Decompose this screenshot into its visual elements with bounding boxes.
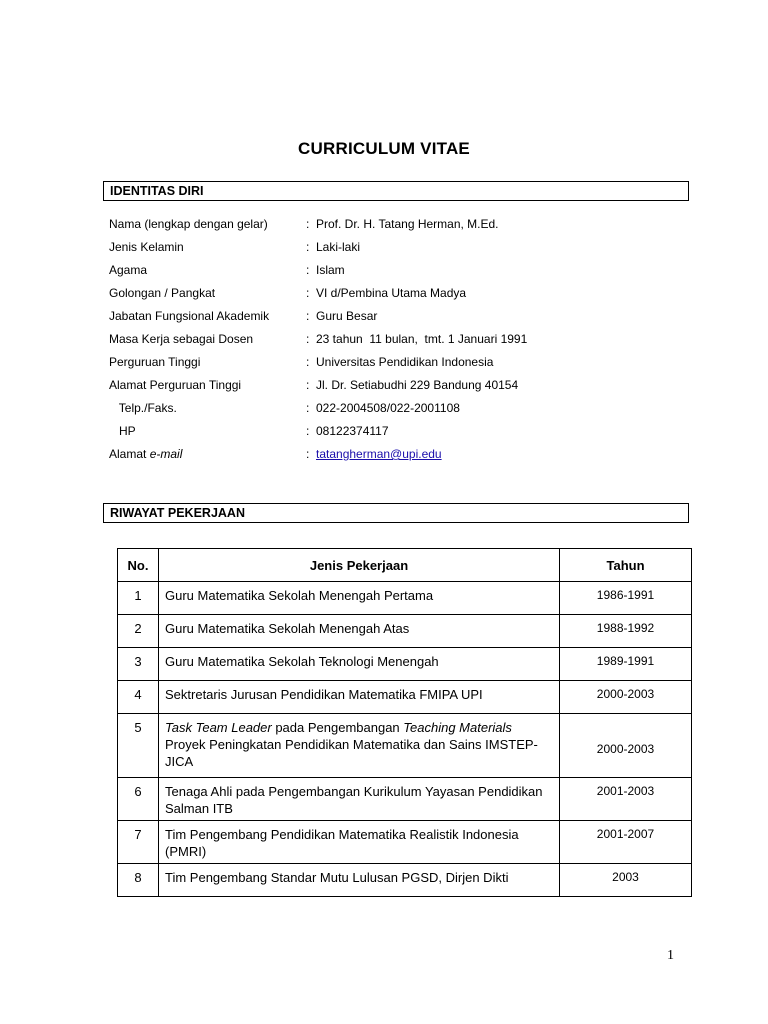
identitas-value: 08122374117 bbox=[316, 424, 389, 438]
table-header-row bbox=[118, 549, 692, 582]
table-row bbox=[118, 615, 692, 648]
cell-jenis-pekerjaan: Tim Pengembang Pendidikan Matematika Realistik Indonesia (PMRI) bbox=[159, 821, 560, 864]
email-link[interactable]: tatangherman@upi.edu bbox=[316, 447, 442, 461]
cell-jenis-pekerjaan: Tenaga Ahli pada Pengembangan Kurikulum Yayasan Pendidikan Salman ITB bbox=[159, 778, 560, 821]
identitas-label: Jenis Kelamin bbox=[109, 240, 184, 254]
identitas-colon: : bbox=[306, 401, 310, 415]
identitas-label: Telp./Faks. bbox=[109, 401, 177, 415]
table-row bbox=[118, 864, 692, 897]
cell-tahun: 1986-1991 bbox=[560, 582, 692, 615]
identitas-colon: : bbox=[306, 355, 310, 369]
cell-no: 5 bbox=[118, 714, 159, 778]
cell-tahun: 2000-2003 bbox=[560, 714, 692, 778]
identitas-value: Guru Besar bbox=[316, 309, 378, 323]
identitas-value: Universitas Pendidikan Indonesia bbox=[316, 355, 494, 369]
table-row bbox=[118, 714, 692, 778]
job-text-part: Task Team Leader bbox=[165, 720, 272, 735]
cell-no: 2 bbox=[118, 615, 159, 648]
cell-no: 7 bbox=[118, 821, 159, 864]
identitas-label: Masa Kerja sebagai Dosen bbox=[109, 332, 254, 346]
cell-tahun: 1988-1992 bbox=[560, 615, 692, 648]
identitas-colon: : bbox=[306, 332, 310, 346]
cell-jenis-pekerjaan: Sektretaris Jurusan Pendidikan Matematika FMIPA UPI bbox=[159, 681, 560, 714]
identitas-value: Jl. Dr. Setiabudhi 229 Bandung 40154 bbox=[316, 378, 519, 392]
identitas-label: Agama bbox=[109, 263, 148, 277]
header-no: No. bbox=[118, 549, 159, 582]
identitas-label: Alamat Perguruan Tinggi bbox=[109, 378, 242, 392]
table-body bbox=[118, 582, 692, 897]
identitas-colon: : bbox=[306, 217, 310, 231]
identitas-colon: : bbox=[306, 263, 310, 277]
cell-no: 1 bbox=[118, 582, 159, 615]
identitas-value: 23 tahun 11 bulan, tmt. 1 Januari 1991 bbox=[316, 332, 528, 346]
identitas-value: 022-2004508/022-2001108 bbox=[316, 401, 460, 415]
cell-jenis-pekerjaan: Guru Matematika Sekolah Teknologi Menengah bbox=[159, 648, 560, 681]
table-row bbox=[118, 648, 692, 681]
cell-tahun: 2003 bbox=[560, 864, 692, 897]
cell-jenis-pekerjaan: Guru Matematika Sekolah Menengah Pertama bbox=[159, 582, 560, 615]
identitas-label: Jabatan Fungsional Akademik bbox=[109, 309, 270, 323]
table-row bbox=[118, 778, 692, 821]
table-row bbox=[118, 582, 692, 615]
riwayat-pekerjaan-table bbox=[117, 548, 692, 897]
identitas-value: Prof. Dr. H. Tatang Herman, M.Ed. bbox=[316, 217, 499, 231]
identitas-label: HP bbox=[109, 424, 136, 438]
cell-jenis-pekerjaan bbox=[159, 714, 560, 778]
document-title: CURRICULUM VITAE bbox=[298, 139, 470, 158]
identitas-label: Perguruan Tinggi bbox=[109, 355, 201, 369]
identitas-colon: : bbox=[306, 309, 310, 323]
cell-no: 3 bbox=[118, 648, 159, 681]
identitas-colon: : bbox=[306, 286, 310, 300]
identitas-value: VI d/Pembina Utama Madya bbox=[316, 286, 467, 300]
table-row bbox=[118, 681, 692, 714]
cell-tahun: 2001-2007 bbox=[560, 821, 692, 864]
identitas-colon: : bbox=[306, 240, 310, 254]
identitas-value: Islam bbox=[316, 263, 345, 277]
page-number: 1 bbox=[667, 948, 674, 963]
job-text-part: Teaching Materials bbox=[403, 720, 512, 735]
cell-tahun: 2001-2003 bbox=[560, 778, 692, 821]
section-header-riwayat: RIWAYAT PEKERJAAN bbox=[103, 503, 689, 523]
identitas-value-email bbox=[316, 444, 442, 464]
cell-jenis-pekerjaan: Guru Matematika Sekolah Menengah Atas bbox=[159, 615, 560, 648]
job-text-part: Proyek Peningkatan Pendidikan Matematika dan Sains IMSTEP-JICA bbox=[165, 720, 538, 769]
cell-no: 6 bbox=[118, 778, 159, 821]
cell-tahun: 2000-2003 bbox=[560, 681, 692, 714]
identitas-colon: : bbox=[306, 447, 310, 461]
cell-tahun: 1989-1991 bbox=[560, 648, 692, 681]
identitas-colon: : bbox=[306, 424, 310, 438]
job-text-part: pada Pengembangan bbox=[271, 720, 404, 735]
header-jenis-pekerjaan: Jenis Pekerjaan bbox=[159, 549, 560, 582]
table-row bbox=[118, 821, 692, 864]
identitas-label: Golongan / Pangkat bbox=[109, 286, 216, 300]
cell-jenis-pekerjaan: Tim Pengembang Standar Mutu Lulusan PGSD, Dirjen Dikti bbox=[159, 864, 560, 897]
cell-no: 4 bbox=[118, 681, 159, 714]
identitas-value: Laki-laki bbox=[316, 240, 361, 254]
section-header-identitas: IDENTITAS DIRI bbox=[103, 181, 689, 201]
header-tahun: Tahun bbox=[560, 549, 692, 582]
identitas-label: Nama (lengkap dengan gelar) bbox=[109, 217, 268, 231]
cell-no: 8 bbox=[118, 864, 159, 897]
identitas-label-email: Alamat e-mail bbox=[109, 447, 183, 461]
identitas-colon: : bbox=[306, 378, 310, 392]
